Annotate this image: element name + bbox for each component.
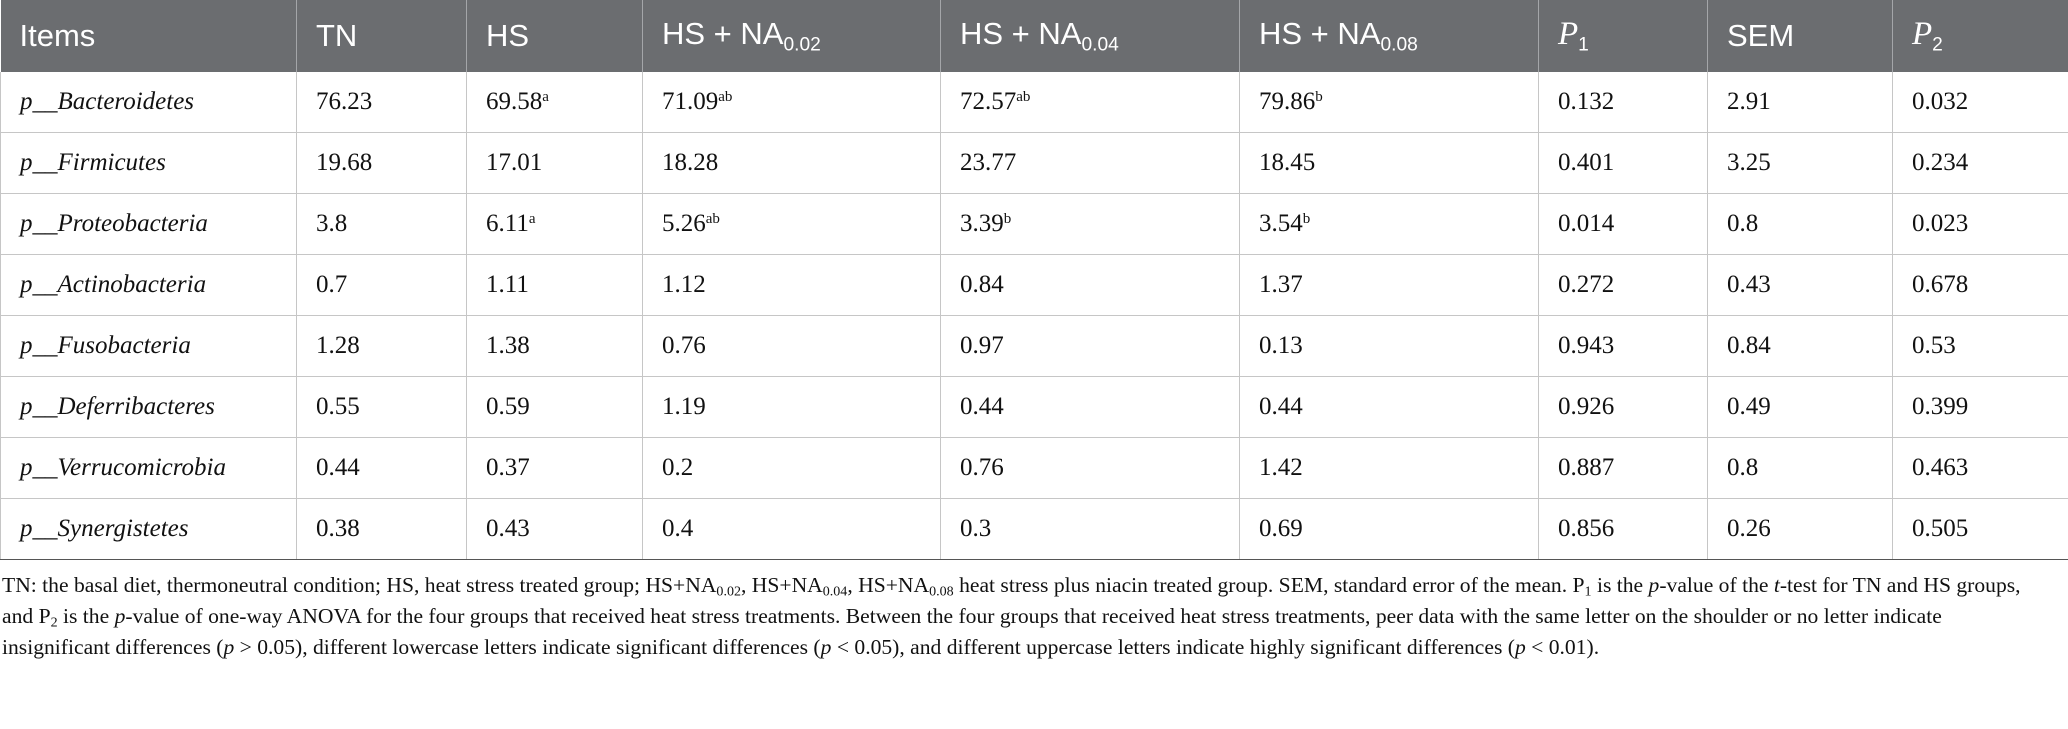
table-row xyxy=(1,499,2068,560)
table-row xyxy=(1,72,2068,133)
cell-item: p__Bacteroidetes xyxy=(1,72,297,133)
cell-hs-na-004: 23.77 xyxy=(941,133,1240,194)
cell-tn: 0.55 xyxy=(297,377,467,438)
cell-hs: 17.01 xyxy=(467,133,643,194)
cell-p1: 0.943 xyxy=(1539,316,1708,377)
cell-hs-na-004: 0.76 xyxy=(941,438,1240,499)
cell-hs-na-002: 5.26$^{ab}$ xyxy=(643,194,941,255)
cell-item: p__Synergistetes xyxy=(1,499,297,560)
cell-sem: 2.91 xyxy=(1708,72,1893,133)
cell-hs-na-004: 0.3 xyxy=(941,499,1240,560)
cell-hs: 69.58$^a$ xyxy=(467,72,643,133)
cell-hs-na-008: 0.44 xyxy=(1240,377,1539,438)
cell-hs-na-008: 1.42 xyxy=(1240,438,1539,499)
header-row xyxy=(1,0,2068,72)
table-row xyxy=(1,255,2068,316)
cell-hs-na-002: 1.12 xyxy=(643,255,941,316)
cell-hs-na-002: 0.2 xyxy=(643,438,941,499)
cell-tn: 76.23 xyxy=(297,72,467,133)
cell-hs: 1.11 xyxy=(467,255,643,316)
cell-hs-na-004: 0.44 xyxy=(941,377,1240,438)
significance-letter: ab xyxy=(705,210,720,227)
header-hs: HS xyxy=(467,0,643,72)
significance-letter: ab xyxy=(718,88,733,105)
cell-item: p__Actinobacteria xyxy=(1,255,297,316)
cell-hs-na-008: 3.54$^b$ xyxy=(1240,194,1539,255)
significance-letter: ab xyxy=(1016,88,1031,105)
cell-sem: 0.26 xyxy=(1708,499,1893,560)
cell-hs-na-008: 1.37 xyxy=(1240,255,1539,316)
cell-hs-na-004: 0.84 xyxy=(941,255,1240,316)
significance-letter: b xyxy=(1003,210,1012,227)
cell-tn: 19.68 xyxy=(297,133,467,194)
cell-item: p__Deferribacteres xyxy=(1,377,297,438)
cell-hs-na-002: 0.76 xyxy=(643,316,941,377)
header-items: Items xyxy=(1,0,297,72)
cell-hs-na-008: 0.69 xyxy=(1240,499,1539,560)
significance-letter: a xyxy=(528,210,536,227)
table-row xyxy=(1,133,2068,194)
cell-p1: 0.401 xyxy=(1539,133,1708,194)
header-sem: SEM xyxy=(1708,0,1893,72)
significance-letter: a xyxy=(542,88,549,105)
cell-p2: 0.023 xyxy=(1893,194,2068,255)
cell-hs-na-002: 0.4 xyxy=(643,499,941,560)
cell-tn: 0.44 xyxy=(297,438,467,499)
cell-hs: 0.43 xyxy=(467,499,643,560)
cell-hs-na-002: 71.09$^{ab}$ xyxy=(643,72,941,133)
cell-sem: 3.25 xyxy=(1708,133,1893,194)
cell-p1: 0.887 xyxy=(1539,438,1708,499)
cell-sem: 0.8 xyxy=(1708,194,1893,255)
header-hs-na-004: HS + $NA_{0.04}$ xyxy=(941,0,1240,72)
cell-sem: 0.49 xyxy=(1708,377,1893,438)
cell-sem: 0.43 xyxy=(1708,255,1893,316)
header-hs-na-002: HS + $NA_{0.02}$ xyxy=(643,0,941,72)
cell-p2: 0.678 xyxy=(1893,255,2068,316)
table-row xyxy=(1,438,2068,499)
table-body xyxy=(1,72,2068,560)
cell-tn: 0.38 xyxy=(297,499,467,560)
header-p1: $P_1$ xyxy=(1539,0,1708,72)
cell-p1: 0.014 xyxy=(1539,194,1708,255)
cell-item: p__Proteobacteria xyxy=(1,194,297,255)
cell-hs-na-004: 0.97 xyxy=(941,316,1240,377)
header-tn: TN xyxy=(297,0,467,72)
cell-p2: 0.505 xyxy=(1893,499,2068,560)
cell-sem: 0.84 xyxy=(1708,316,1893,377)
cell-hs-na-002: 18.28 xyxy=(643,133,941,194)
cell-p2: 0.234 xyxy=(1893,133,2068,194)
header-hs-na-008: HS + $NA_{0.08}$ xyxy=(1240,0,1539,72)
cell-p1: 0.926 xyxy=(1539,377,1708,438)
cell-tn: 3.8 xyxy=(297,194,467,255)
cell-hs: 0.37 xyxy=(467,438,643,499)
cell-hs: 1.38 xyxy=(467,316,643,377)
cell-p2: 0.463 xyxy=(1893,438,2068,499)
cell-hs-na-004: 3.39$^b$ xyxy=(941,194,1240,255)
table-row xyxy=(1,377,2068,438)
cell-p1: 0.272 xyxy=(1539,255,1708,316)
cell-tn: 1.28 xyxy=(297,316,467,377)
table-row xyxy=(1,316,2068,377)
cell-item: p__Fusobacteria xyxy=(1,316,297,377)
table-footnote: TN: the basal diet, thermoneutral condition; HS, heat stress treated group; $HS+NA_{0.02}$, $HS+NA_{0.04}$, $HS+NA_{0.08}$ heat stress plus niacin treated group. SEM, standard error of the mean. $P_1$ is the p-value of the t-test for TN and HS groups, and $P_2$ is the p-value of one-way ANOVA for the four groups that received heat stress treatments. Between the four groups that received heat stress treatments, peer data with the same letter on the shoulder or no letter indicate insignificant differences (p > 0.05), different lowercase letters indicate significant differences (p < 0.05), and different uppercase letters indicate highly significant differences (p < 0.01). xyxy=(2,573,2021,659)
cell-hs-na-008: 0.13 xyxy=(1240,316,1539,377)
cell-p2: 0.53 xyxy=(1893,316,2068,377)
cell-hs-na-004: 72.57$^{ab}$ xyxy=(941,72,1240,133)
cell-p2: 0.399 xyxy=(1893,377,2068,438)
cell-p2: 0.032 xyxy=(1893,72,2068,133)
cell-hs: 6.11$^a$ xyxy=(467,194,643,255)
significance-letter: b xyxy=(1315,88,1323,105)
cell-p1: 0.132 xyxy=(1539,72,1708,133)
cell-sem: 0.8 xyxy=(1708,438,1893,499)
cell-hs-na-002: 1.19 xyxy=(643,377,941,438)
significance-letter: b xyxy=(1302,210,1311,227)
cell-hs-na-008: 18.45 xyxy=(1240,133,1539,194)
cell-item: p__Verrucomicrobia xyxy=(1,438,297,499)
cell-p1: 0.856 xyxy=(1539,499,1708,560)
cell-item: p__Firmicutes xyxy=(1,133,297,194)
cell-hs-na-008: 79.86$^b$ xyxy=(1240,72,1539,133)
cell-hs: 0.59 xyxy=(467,377,643,438)
table-row xyxy=(1,194,2068,255)
cell-tn: 0.7 xyxy=(297,255,467,316)
header-p2: $P_2$ xyxy=(1893,0,2068,72)
